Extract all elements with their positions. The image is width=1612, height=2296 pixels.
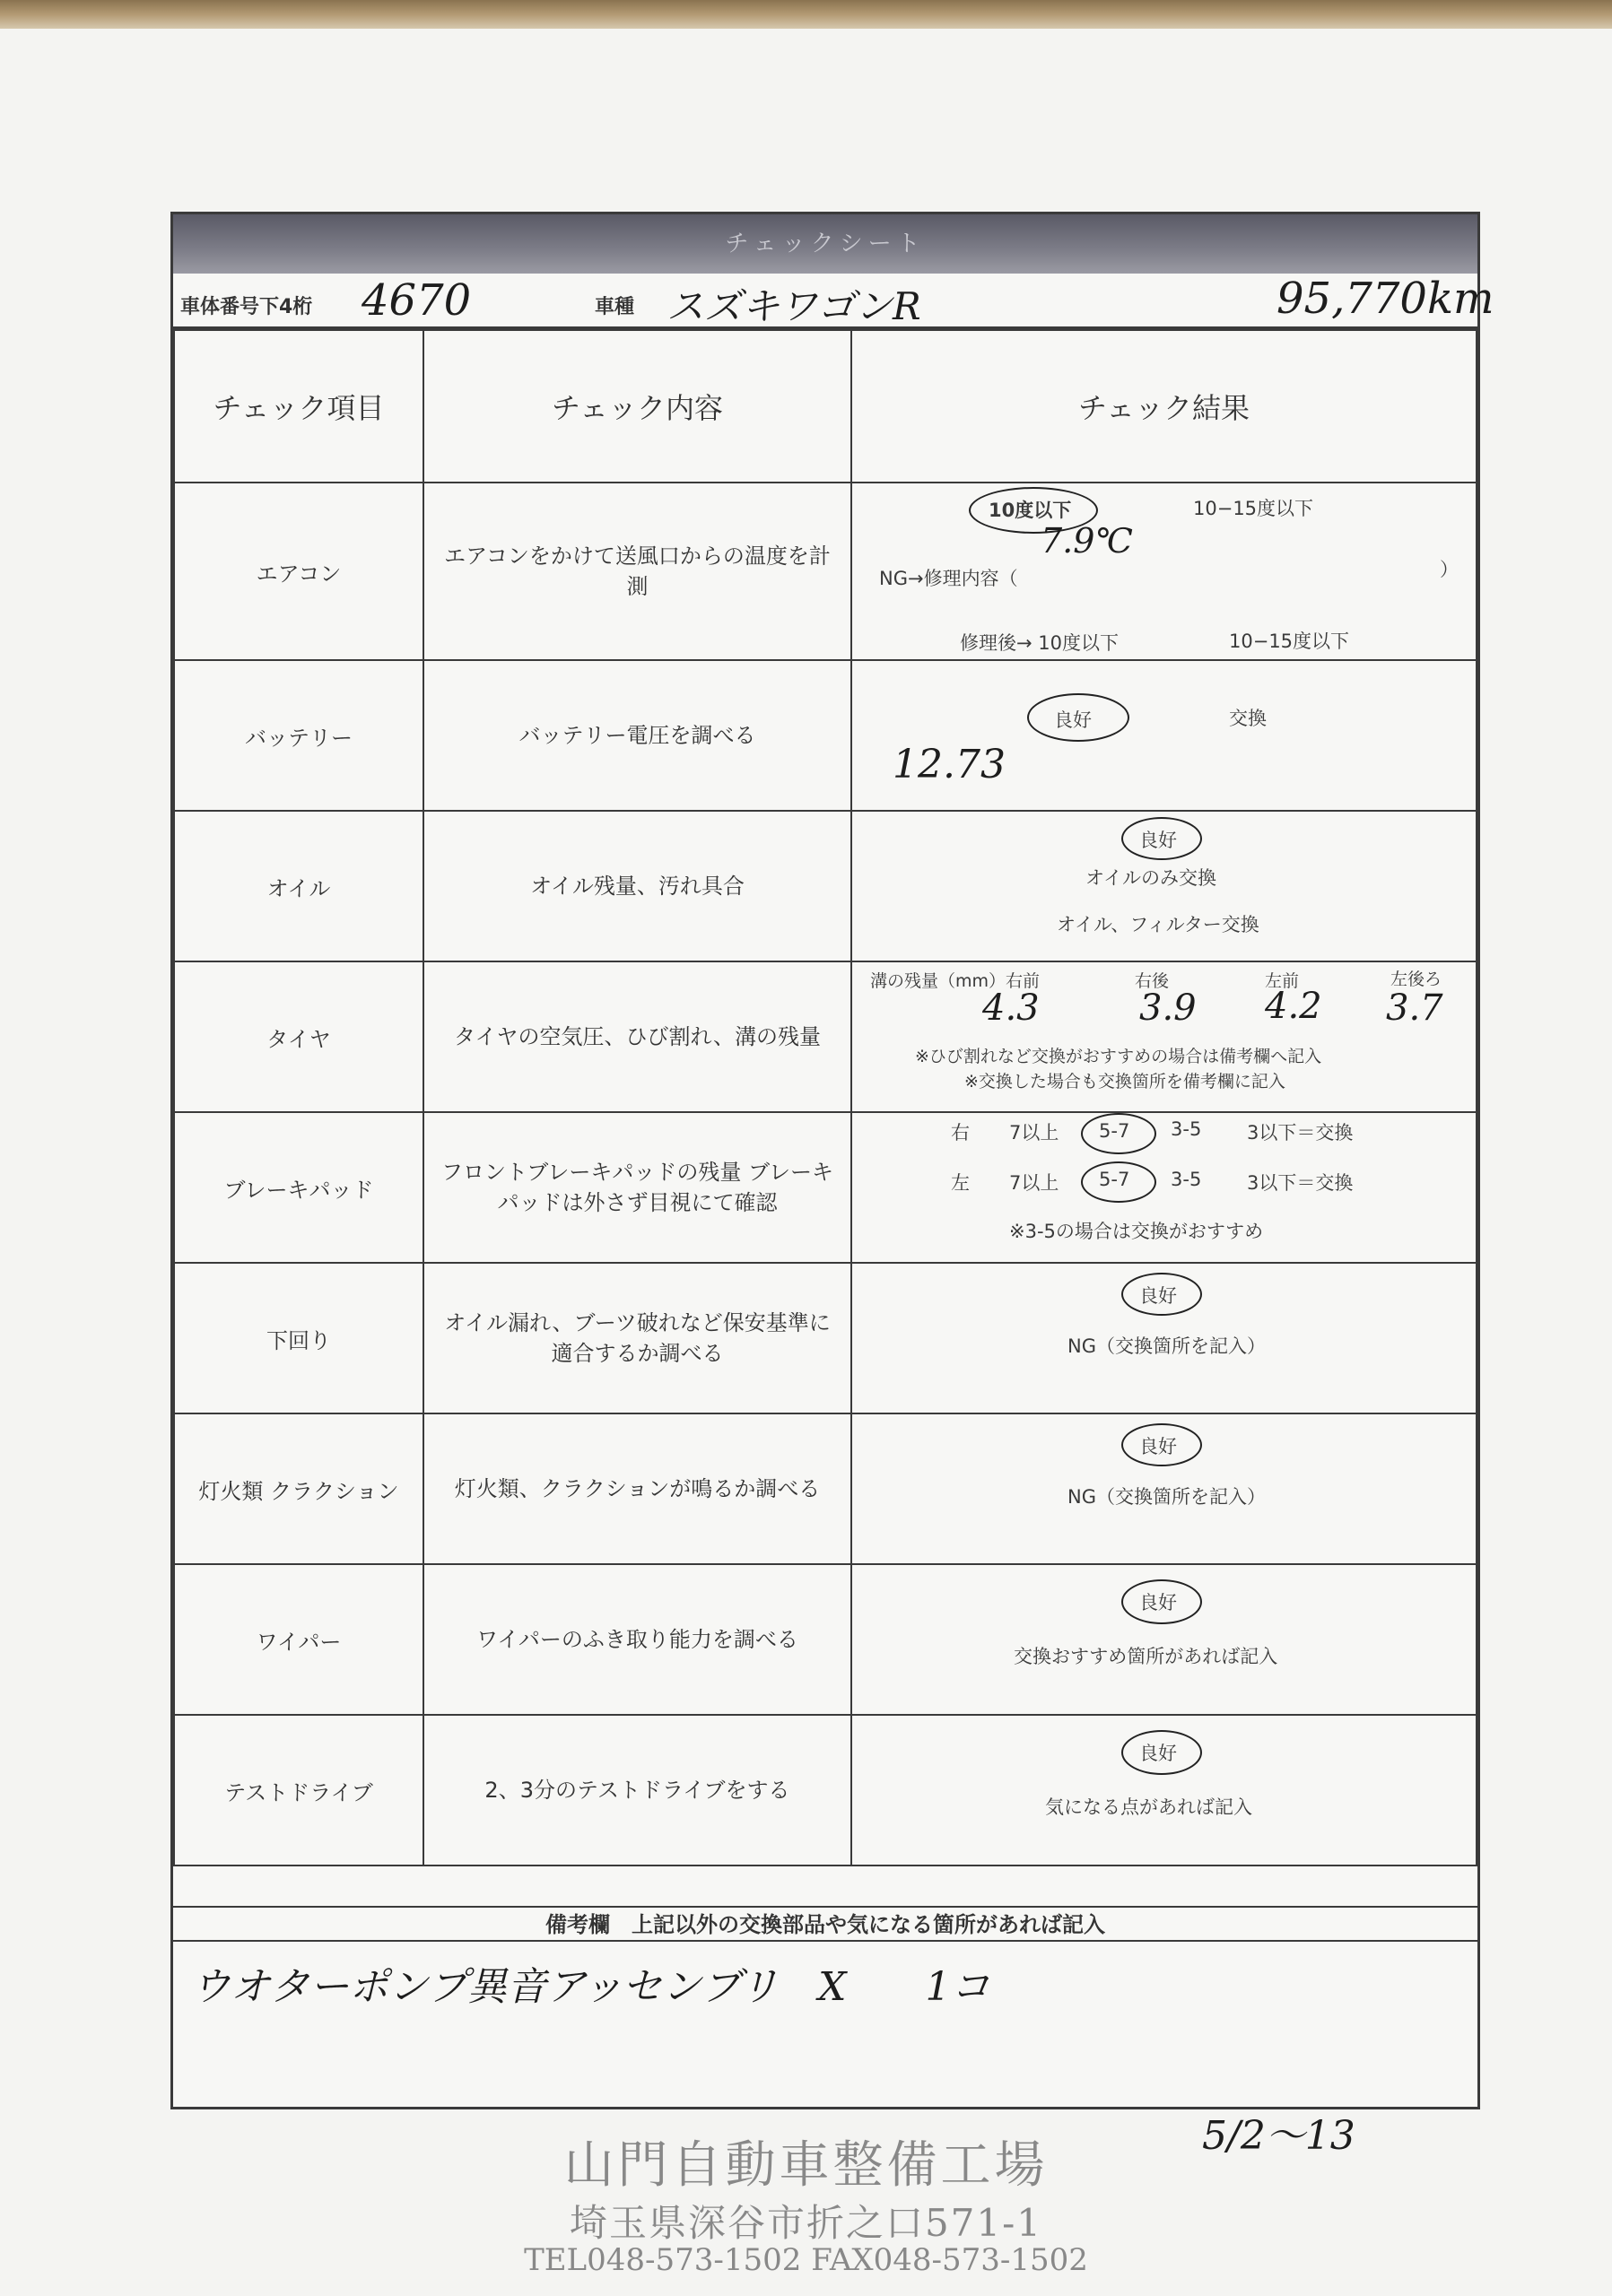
- tire-depth-front-left: 4.2: [1265, 986, 1322, 1027]
- item-cell: テストドライブ: [174, 1715, 423, 1866]
- check-sheet: [170, 212, 1494, 2109]
- model-label: 車種: [595, 296, 635, 318]
- table-row: [174, 811, 1477, 961]
- brake-option: 3-5: [1171, 1169, 1202, 1190]
- tire-label-rear-left: 左後ろ: [1390, 970, 1442, 989]
- table-row: [174, 1564, 1477, 1715]
- result-option: 交換おすすめ箇所があれば記入: [1014, 1646, 1278, 1667]
- item-cell: 灯火類 クラクション: [174, 1413, 423, 1564]
- content-cell: バッテリー電圧を調べる: [423, 660, 851, 811]
- tire-label-rear-right: 右後: [1135, 971, 1170, 991]
- table-row: [174, 1715, 1477, 1866]
- table-row: [174, 1263, 1477, 1413]
- tire-depth-rear-left: 3.7: [1386, 987, 1443, 1029]
- result-option: 良好: [1139, 1436, 1177, 1457]
- handwritten-voltage: 12.73: [893, 742, 1006, 787]
- tire-label-front-right: 溝の残量（mm）右前: [870, 971, 1041, 991]
- header-item: チェック項目: [174, 330, 423, 483]
- handwritten-dates: 5/2〜13: [1202, 2113, 1355, 2159]
- content-cell: 灯火類、クラクションが鳴るか調べる: [423, 1413, 851, 1564]
- brake-side: 左: [951, 1172, 970, 1194]
- notes-handwritten: ウオターポンプ異音アッセンブリ X 1コ: [191, 1964, 990, 2010]
- tire-note: ※ひび割れなど交換がおすすめの場合は備考欄へ記入: [915, 1047, 1322, 1066]
- result-cell: [851, 660, 1477, 811]
- tire-note: ※交換した場合も交換箇所を備考欄に記入: [964, 1072, 1285, 1091]
- result-cell: [851, 961, 1477, 1112]
- model-value: スズキワゴンR: [667, 284, 921, 328]
- result-option: NG→修理内容（: [879, 568, 1018, 589]
- brake-side: 右: [951, 1122, 970, 1144]
- item-cell: ワイパー: [174, 1564, 423, 1715]
- notes-header: 備考欄 上記以外の交換部品や気になる箇所があれば記入: [173, 1906, 1477, 1942]
- shop-address-stamp: 埼玉県深谷市折之口571-1: [569, 2201, 1043, 2245]
- result-option: 良好: [1139, 1592, 1177, 1613]
- content-cell: ワイパーのふき取り能力を調べる: [423, 1564, 851, 1715]
- brake-option: 5-7: [1099, 1169, 1130, 1190]
- mileage-value: 95,770km: [1277, 274, 1494, 324]
- result-cell: [851, 1263, 1477, 1413]
- result-option: オイル、フィルター交換: [1057, 914, 1259, 935]
- brake-note: ※3-5の場合は交換がおすすめ: [1009, 1221, 1264, 1242]
- content-cell: タイヤの空気圧、ひび割れ、溝の残量: [423, 961, 851, 1112]
- result-option: 良好: [1054, 709, 1092, 731]
- item-cell: タイヤ: [174, 961, 423, 1112]
- brake-option: 7以上: [1009, 1172, 1059, 1194]
- plate-value: 4670: [362, 275, 472, 326]
- tire-depth-rear-right: 3.9: [1139, 987, 1197, 1029]
- shop-phone-stamp: TEL048-573-1502 FAX048-573-1502: [524, 2242, 1088, 2278]
- result-option: NG（交換箇所を記入）: [1067, 1486, 1266, 1508]
- result-option: 気になる点があれば記入: [1045, 1796, 1252, 1818]
- result-option: 良好: [1139, 1743, 1177, 1764]
- result-option: 10度以下: [989, 500, 1072, 521]
- result-option: 10−15度以下: [1229, 631, 1350, 652]
- result-option: 修理後→ 10度以下: [960, 632, 1119, 654]
- check-table: [173, 329, 1477, 1866]
- content-cell: オイル漏れ、ブーツ破れなど保安基準に適合するか調べる: [423, 1263, 851, 1413]
- result-option: ）: [1440, 559, 1459, 580]
- result-option: 交換: [1229, 708, 1267, 729]
- brake-option: 3-5: [1171, 1118, 1202, 1140]
- sheet-banner: チェックシート: [173, 214, 1477, 274]
- item-cell: バッテリー: [174, 660, 423, 811]
- result-cell: [851, 1413, 1477, 1564]
- item-cell: エアコン: [174, 483, 423, 660]
- desk-background: [0, 0, 1612, 29]
- brake-option: 7以上: [1009, 1122, 1059, 1144]
- content-cell: エアコンをかけて送風口からの温度を計測: [423, 483, 851, 660]
- vehicle-id-row: [173, 274, 1494, 329]
- result-cell: [851, 1715, 1477, 1866]
- tire-label-front-left: 左前: [1265, 971, 1300, 991]
- result-cell: [851, 1564, 1477, 1715]
- result-cell: [851, 1112, 1477, 1263]
- result-option: 良好: [1139, 830, 1177, 851]
- content-cell: オイル残量、汚れ具合: [423, 811, 851, 961]
- result-option: 10−15度以下: [1193, 498, 1314, 519]
- handwritten-temperature: 7.9℃: [1041, 521, 1133, 561]
- item-cell: オイル: [174, 811, 423, 961]
- plate-label: 車体番号下4桁: [180, 296, 313, 318]
- table-row: [174, 961, 1477, 1112]
- content-cell: フロントブレーキパッドの残量 ブレーキパッドは外さず目視にて確認: [423, 1112, 851, 1263]
- brake-option: 5-7: [1099, 1120, 1130, 1142]
- result-cell: [851, 811, 1477, 961]
- item-cell: ブレーキパッド: [174, 1112, 423, 1263]
- shop-name-stamp: 山門自動車整備工場: [563, 2136, 1049, 2195]
- content-cell: 2、3分のテストドライブをする: [423, 1715, 851, 1866]
- header-content: チェック内容: [423, 330, 851, 483]
- header-result: チェック結果: [851, 330, 1477, 483]
- table-row: [174, 1112, 1477, 1263]
- table-row: [174, 1413, 1477, 1564]
- result-option: オイルのみ交換: [1085, 867, 1216, 889]
- result-cell: [851, 483, 1477, 660]
- result-option: 良好: [1139, 1285, 1177, 1307]
- table-row: [174, 483, 1477, 660]
- brake-option: 3以下＝交換: [1247, 1122, 1354, 1144]
- table-row: [174, 660, 1477, 811]
- tire-depth-front-right: 4.3: [982, 987, 1040, 1029]
- item-cell: 下回り: [174, 1263, 423, 1413]
- result-option: NG（交換箇所を記入）: [1067, 1335, 1266, 1357]
- header-row: [174, 330, 1477, 483]
- brake-option: 3以下＝交換: [1247, 1172, 1354, 1194]
